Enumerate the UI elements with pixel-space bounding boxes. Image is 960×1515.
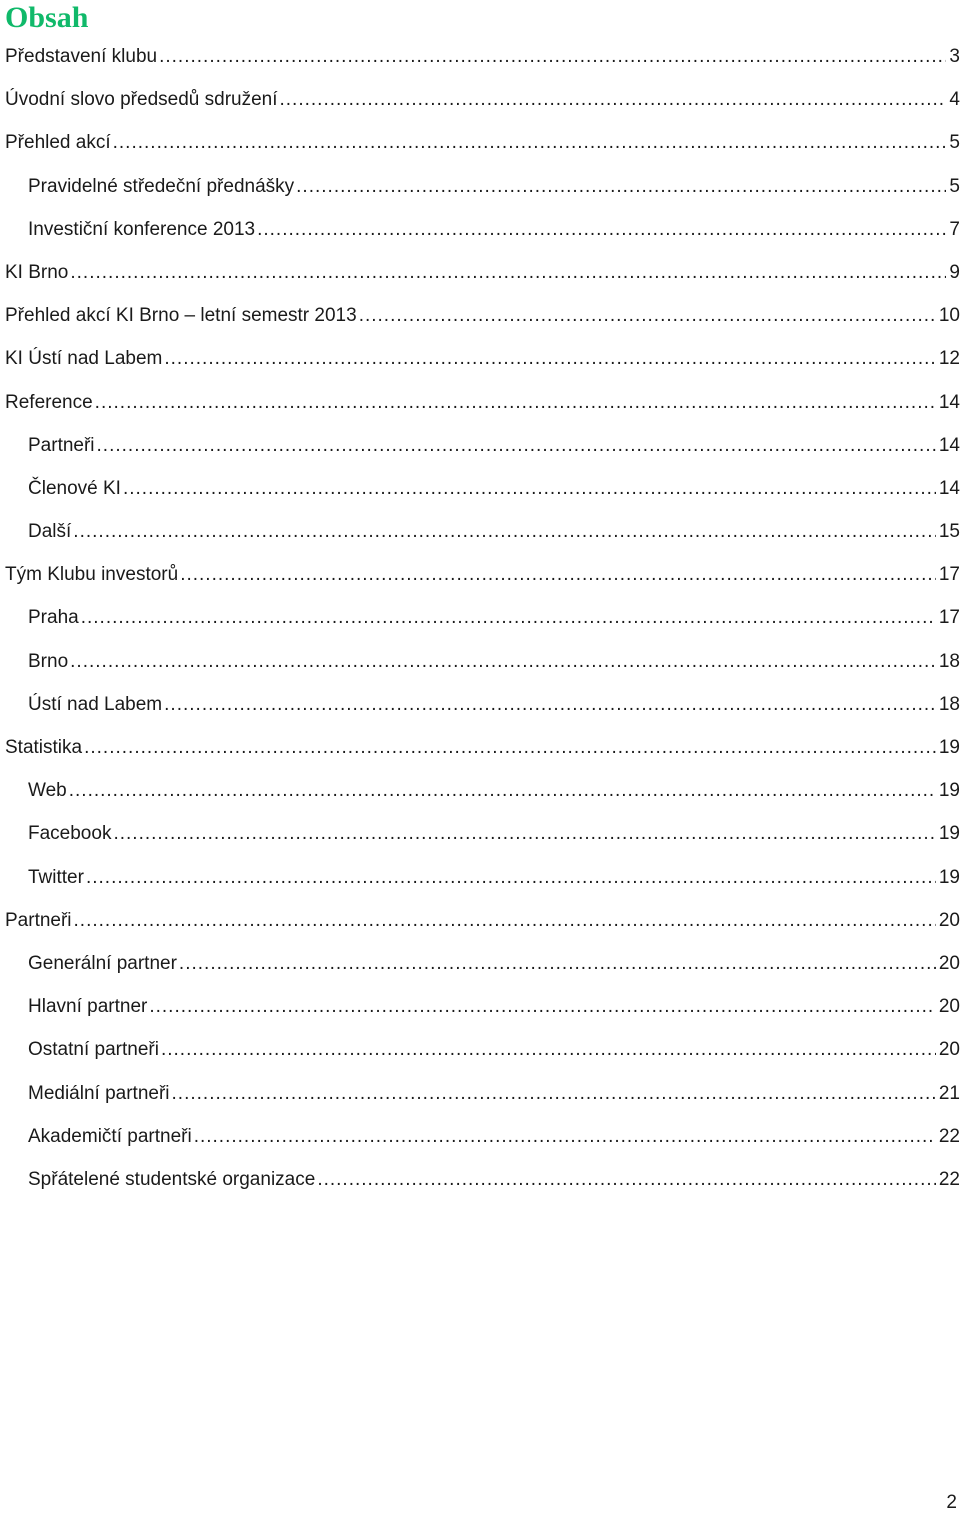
toc-entry-title: Web	[28, 780, 67, 802]
toc-entry-title: Reference	[5, 391, 93, 413]
toc-entry[interactable]	[5, 35, 960, 78]
toc-entry[interactable]	[5, 78, 960, 121]
toc-entry[interactable]	[5, 640, 960, 683]
toc-entry[interactable]	[5, 121, 960, 164]
toc-entry-page: 18	[938, 650, 960, 672]
toc-entry-title: Twitter	[28, 866, 84, 888]
toc-heading: Obsah	[5, 1, 89, 34]
toc-entry-page: 17	[938, 607, 960, 629]
toc-entry-page: 18	[938, 693, 960, 715]
toc-entry-title: Ostatní partneři	[28, 1039, 159, 1061]
dot-leader	[70, 251, 946, 294]
toc-entry[interactable]	[5, 726, 960, 769]
dot-leader	[84, 726, 936, 769]
toc-entry-page: 10	[938, 305, 960, 327]
toc-entry-title: Mediální partneři	[28, 1082, 170, 1104]
toc-entry-page: 7	[949, 218, 960, 240]
toc-entry-page: 14	[938, 477, 960, 499]
toc-entry-page: 3	[949, 46, 960, 67]
toc-entry-title: Tým Klubu investorů	[5, 564, 179, 586]
toc-entry-page: 9	[949, 261, 960, 283]
toc-entry-title: Přehled akcí KI Brno – letní semestr 2013	[5, 305, 357, 327]
toc-entry-page: 22	[938, 1168, 960, 1190]
toc-entry[interactable]	[5, 1158, 960, 1201]
toc-entry-page: 22	[938, 1125, 960, 1147]
dot-leader	[257, 208, 946, 251]
toc-entry-title: Statistika	[5, 737, 83, 758]
dot-leader	[73, 510, 936, 553]
toc-entry-title: Brno	[28, 650, 69, 672]
toc-entry[interactable]	[5, 1115, 960, 1158]
toc-entry-title: Hlavní partner	[28, 996, 148, 1018]
toc-entry-page: 17	[938, 564, 960, 586]
toc-entry-title: Akademičtí partneři	[28, 1125, 192, 1147]
toc-entry[interactable]	[5, 942, 960, 985]
dot-leader	[113, 812, 935, 855]
toc-entry-page: 20	[938, 952, 960, 974]
toc-entry-page: 19	[938, 737, 960, 758]
toc-entry[interactable]	[5, 683, 960, 726]
toc-entry-title: Facebook	[28, 823, 112, 845]
dot-leader	[97, 424, 936, 467]
toc-entry-page: 5	[949, 175, 960, 197]
dot-leader	[86, 856, 936, 899]
toc-entry-title: Investiční konference 2013	[28, 218, 256, 240]
dot-leader	[69, 769, 936, 812]
toc-entry[interactable]	[5, 769, 960, 812]
toc-entry[interactable]	[5, 424, 960, 467]
toc-entry[interactable]	[5, 337, 960, 380]
toc-entry-page: 15	[938, 521, 960, 543]
toc-entry[interactable]	[5, 208, 960, 251]
toc-entry-title: Pravidelné středeční přednášky	[28, 175, 295, 197]
dot-leader	[317, 1158, 936, 1201]
toc-entry[interactable]	[5, 856, 960, 899]
dot-leader	[164, 337, 935, 380]
toc-entry[interactable]	[5, 381, 960, 424]
toc-entry-page: 19	[938, 823, 960, 845]
toc-entry-title: Úvodní slovo předsedů sdružení	[5, 89, 278, 111]
dot-leader	[113, 121, 947, 164]
toc-entry-title: Generální partner	[28, 952, 177, 974]
toc-entry[interactable]	[5, 553, 960, 596]
dot-leader	[194, 1115, 936, 1158]
toc-entry-title: Praha	[28, 607, 79, 629]
dot-leader	[161, 1028, 936, 1071]
dot-leader	[179, 942, 936, 985]
dot-leader	[180, 553, 936, 596]
dot-leader	[280, 78, 947, 121]
toc-entry[interactable]	[5, 510, 960, 553]
toc-entry[interactable]	[5, 596, 960, 639]
dot-leader	[70, 640, 936, 683]
toc-entry[interactable]	[5, 812, 960, 855]
toc-entry-title: Partneři	[28, 434, 95, 456]
toc-entry-page: 20	[938, 909, 960, 931]
dot-leader	[81, 596, 936, 639]
toc-entry-title: Partneři	[5, 909, 72, 931]
toc-entry[interactable]	[5, 899, 960, 942]
toc-entry-title: Další	[28, 521, 72, 543]
toc-entry-page: 20	[938, 996, 960, 1018]
toc-entry-title: Přehled akcí	[5, 132, 111, 154]
toc-entry-page: 5	[949, 132, 960, 154]
dot-leader	[359, 294, 936, 337]
toc-entry-title: Představení klubu	[5, 46, 158, 67]
toc-entry-page: 21	[938, 1082, 960, 1104]
toc-entry-page: 4	[949, 89, 960, 111]
toc-entry[interactable]	[5, 1072, 960, 1115]
dot-leader	[164, 683, 936, 726]
toc-entry-page: 14	[938, 391, 960, 413]
toc-entry-title: Spřátelené studentské organizace	[28, 1168, 316, 1190]
toc-entry[interactable]	[5, 467, 960, 510]
dot-leader	[74, 899, 936, 942]
dot-leader	[95, 381, 936, 424]
toc-entry-title: KI Brno	[5, 261, 69, 283]
toc-entry-title: Členové KI	[28, 477, 121, 499]
toc-entry-title: KI Ústí nad Labem	[5, 348, 163, 370]
toc-entry-page: 19	[938, 866, 960, 888]
toc-entry-page: 14	[938, 434, 960, 456]
toc-entry[interactable]	[5, 165, 960, 208]
toc-entry[interactable]	[5, 1028, 960, 1071]
toc-entry-page: 20	[938, 1039, 960, 1061]
dot-leader	[149, 985, 936, 1028]
dot-leader	[123, 467, 936, 510]
dot-leader	[159, 35, 946, 78]
toc-entry[interactable]	[5, 294, 960, 337]
toc-entry-page: 12	[938, 348, 960, 370]
page-number: 2	[946, 1492, 957, 1513]
toc-entry[interactable]	[5, 985, 960, 1028]
toc-entry-page: 19	[938, 780, 960, 802]
dot-leader	[172, 1072, 936, 1115]
toc-entry[interactable]	[5, 251, 960, 294]
dot-leader	[296, 165, 946, 208]
toc-entry-title: Ústí nad Labem	[28, 693, 163, 715]
table-of-contents	[5, 35, 960, 1201]
